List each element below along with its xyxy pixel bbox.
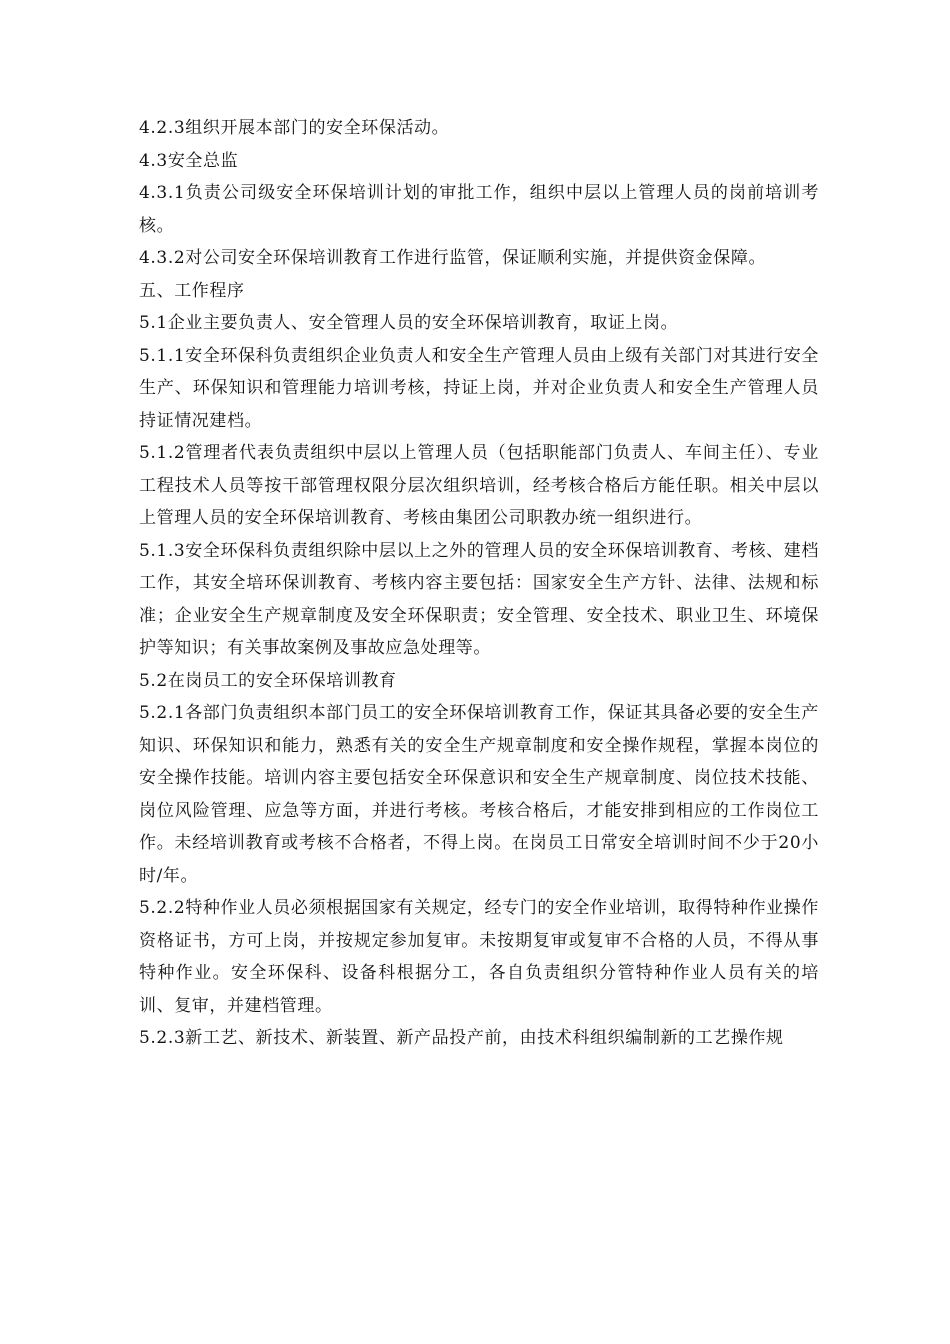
- paragraph-5-1-1: 5.1.1安全环保科负责组织企业负责人和安全生产管理人员由上级有关部门对其进行安全生产、环保知识和管理能力培训考核，持证上岗，并对企业负责人和安全生产管理人员持证情况建档。: [139, 345, 819, 431]
- paragraph-5-2-3: 5.2.3新工艺、新技术、新装置、新产品投产前，由技术科组织编制新的工艺操作规: [139, 1028, 784, 1048]
- heading-5-2: 5.2在岗员工的安全环保培训教育: [139, 670, 397, 691]
- paragraph-5-1-3: 5.1.3安全环保科负责组织除中层以上之外的管理人员的安全环保培训教育、考核、建档工作，其安全培环保训教育、考核内容主要包括：国家安全生产方针、法律、法规和标准；企业安全生产规章制度及安全环保职责；安全管理、安全技术、职业卫生、环境保护等知识；有关事故案例及事故应急处理等。: [139, 540, 819, 658]
- section-heading-5: 五、工作程序: [139, 280, 245, 301]
- paragraph-4-2-3: 4.2.3组织开展本部门的安全环保活动。: [139, 118, 450, 138]
- paragraph-5-1-2: 5.1.2管理者代表负责组织中层以上管理人员（包括职能部门负责人、车间主任）、专业工程技术人员等按干部管理权限分层次组织培训，经考核合格后方能任职。相关中层以上管理人员的安全环保培训教育、考核由集团公司职教办统一组织进行。: [139, 443, 819, 528]
- heading-5-1: 5.1企业主要负责人、安全管理人员的安全环保培训教育，取证上岗。: [139, 313, 679, 333]
- paragraph-5-2-2: 5.2.2特种作业人员必须根据国家有关规定，经专门的安全作业培训，取得特种作业操作资格证书，方可上岗，并按规定参加复审。未按期复审或复审不合格的人员，不得从事特种作业。安全环保科、设备科根据分工，各自负责组织分管特种作业人员有关的培训、复审，并建档管理。: [139, 898, 819, 1016]
- paragraph-4-3-2: 4.3.2对公司安全环保培训教育工作进行监管，保证顺利实施，并提供资金保障。: [139, 248, 767, 268]
- paragraph-5-2-1: 5.2.1各部门负责组织本部门员工的安全环保培训教育工作，保证其具备必要的安全生产知识、环保知识和能力，熟悉有关的安全生产规章制度和安全操作规程，掌握本岗位的安全操作技能。培训内容主要包括安全环保意识和安全生产规章制度、岗位技术技能、岗位风险管理、应急等方面，并进行考核。考核合格后，才能安排到相应的工作岗位工作。未经培训教育或考核不合格者，不得上岗。在岗员工日常安全培训时间不少于20小时/年。: [139, 703, 819, 886]
- heading-4-3: 4.3安全总监: [139, 150, 239, 171]
- document-body: [139, 112, 819, 1055]
- paragraph-4-3-1: 4.3.1负责公司级安全环保培训计划的审批工作，组织中层以上管理人员的岗前培训考核。: [139, 183, 819, 236]
